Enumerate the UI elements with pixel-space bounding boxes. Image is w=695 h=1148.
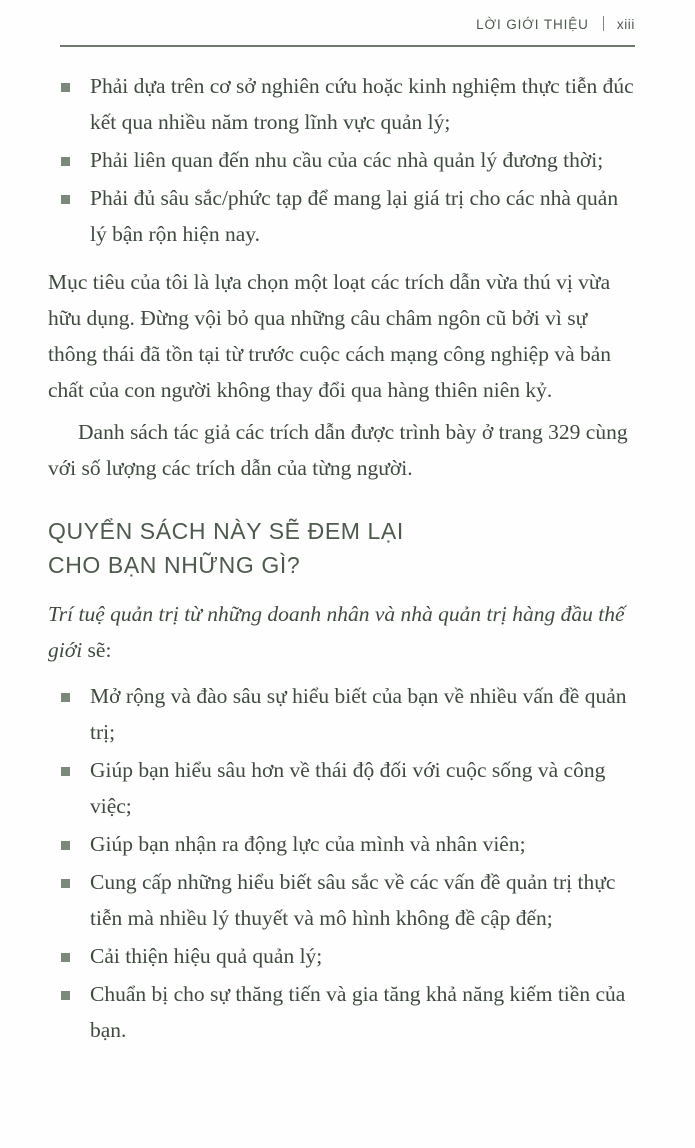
- square-bullet-icon: [61, 83, 70, 92]
- paragraph-author-list: Danh sách tác giả các trích dẫn được trình bày ở trang 329 cùng với số lượng các trích dẫn của từng người.: [48, 420, 628, 480]
- square-bullet-icon: [61, 841, 70, 850]
- square-bullet-icon: [61, 693, 70, 702]
- page-content: [48, 68, 636, 1050]
- running-head-separator: [603, 16, 604, 31]
- list-item-text: Mở rộng và đào sâu sự hiểu biết của bạn về nhiều vấn đề quản trị;: [90, 684, 627, 744]
- list-item-text: Phải đủ sâu sắc/phức tạp để mang lại giá trị cho các nhà quản lý bận rộn hiện nay.: [90, 186, 619, 246]
- section-heading: [48, 514, 636, 582]
- subheading-book-promise: [48, 596, 636, 668]
- square-bullet-icon: [61, 991, 70, 1000]
- list-item: [48, 864, 636, 936]
- list-item: [48, 826, 636, 862]
- square-bullet-icon: [61, 157, 70, 166]
- list-item: [48, 142, 636, 178]
- header-rule: [60, 45, 635, 47]
- list-item: [48, 976, 636, 1048]
- list-item-text: Phải dựa trên cơ sở nghiên cứu hoặc kinh nghiệm thực tiễn đúc kết qua nhiều năm trong lĩnh vực quản lý;: [90, 74, 634, 134]
- list-item-text: Cải thiện hiệu quả quản lý;: [90, 944, 323, 968]
- paragraph-goal: Mục tiêu của tôi là lựa chọn một loạt các trích dẫn vừa thú vị vừa hữu dụng. Đừng vội bỏ qua những câu châm ngôn cũ bởi vì sự thông thái đã tồn tại từ trước cuộc cách mạng công nghiệp và bản chất của con người không thay đổi qua hàng thiên niên kỷ.: [48, 270, 612, 402]
- subheading-italic-text: Trí tuệ quản trị từ những doanh nhân và nhà quản trị hàng đầu thế giới: [48, 602, 625, 662]
- section-heading-line-1: QUYỂN SÁCH NÀY SẼ ĐEM LẠI: [48, 518, 404, 544]
- running-head-title: LỜI GIỚI THIỆU: [476, 17, 589, 32]
- running-head: [60, 14, 635, 48]
- square-bullet-icon: [61, 879, 70, 888]
- list-item: [48, 752, 636, 824]
- list-item-text: Cung cấp những hiểu biết sâu sắc về các vấn đề quản trị thực tiễn mà nhiều lý thuyết và mô hình không đề cập đến;: [90, 870, 616, 930]
- subheading-roman-text: sẽ:: [82, 638, 112, 662]
- bullet-list-bottom: [48, 678, 636, 1048]
- list-item-text: Chuẩn bị cho sự thăng tiến và gia tăng khả năng kiếm tiền của bạn.: [90, 982, 626, 1042]
- square-bullet-icon: [61, 767, 70, 776]
- square-bullet-icon: [61, 195, 70, 204]
- list-item: [48, 938, 636, 974]
- list-item: [48, 678, 636, 750]
- list-item: [48, 180, 636, 252]
- list-item: [48, 68, 636, 140]
- square-bullet-icon: [61, 953, 70, 962]
- bullet-list-top: [48, 68, 636, 252]
- list-item-text: Giúp bạn nhận ra động lực của mình và nhân viên;: [90, 832, 526, 856]
- section-heading-line-2: CHO BẠN NHỮNG GÌ?: [48, 552, 301, 578]
- page-number: xiii: [616, 17, 635, 32]
- list-item-text: Phải liên quan đến nhu cầu của các nhà quản lý đương thời;: [90, 148, 604, 172]
- list-item-text: Giúp bạn hiểu sâu hơn về thái độ đối với cuộc sống và công việc;: [90, 758, 606, 818]
